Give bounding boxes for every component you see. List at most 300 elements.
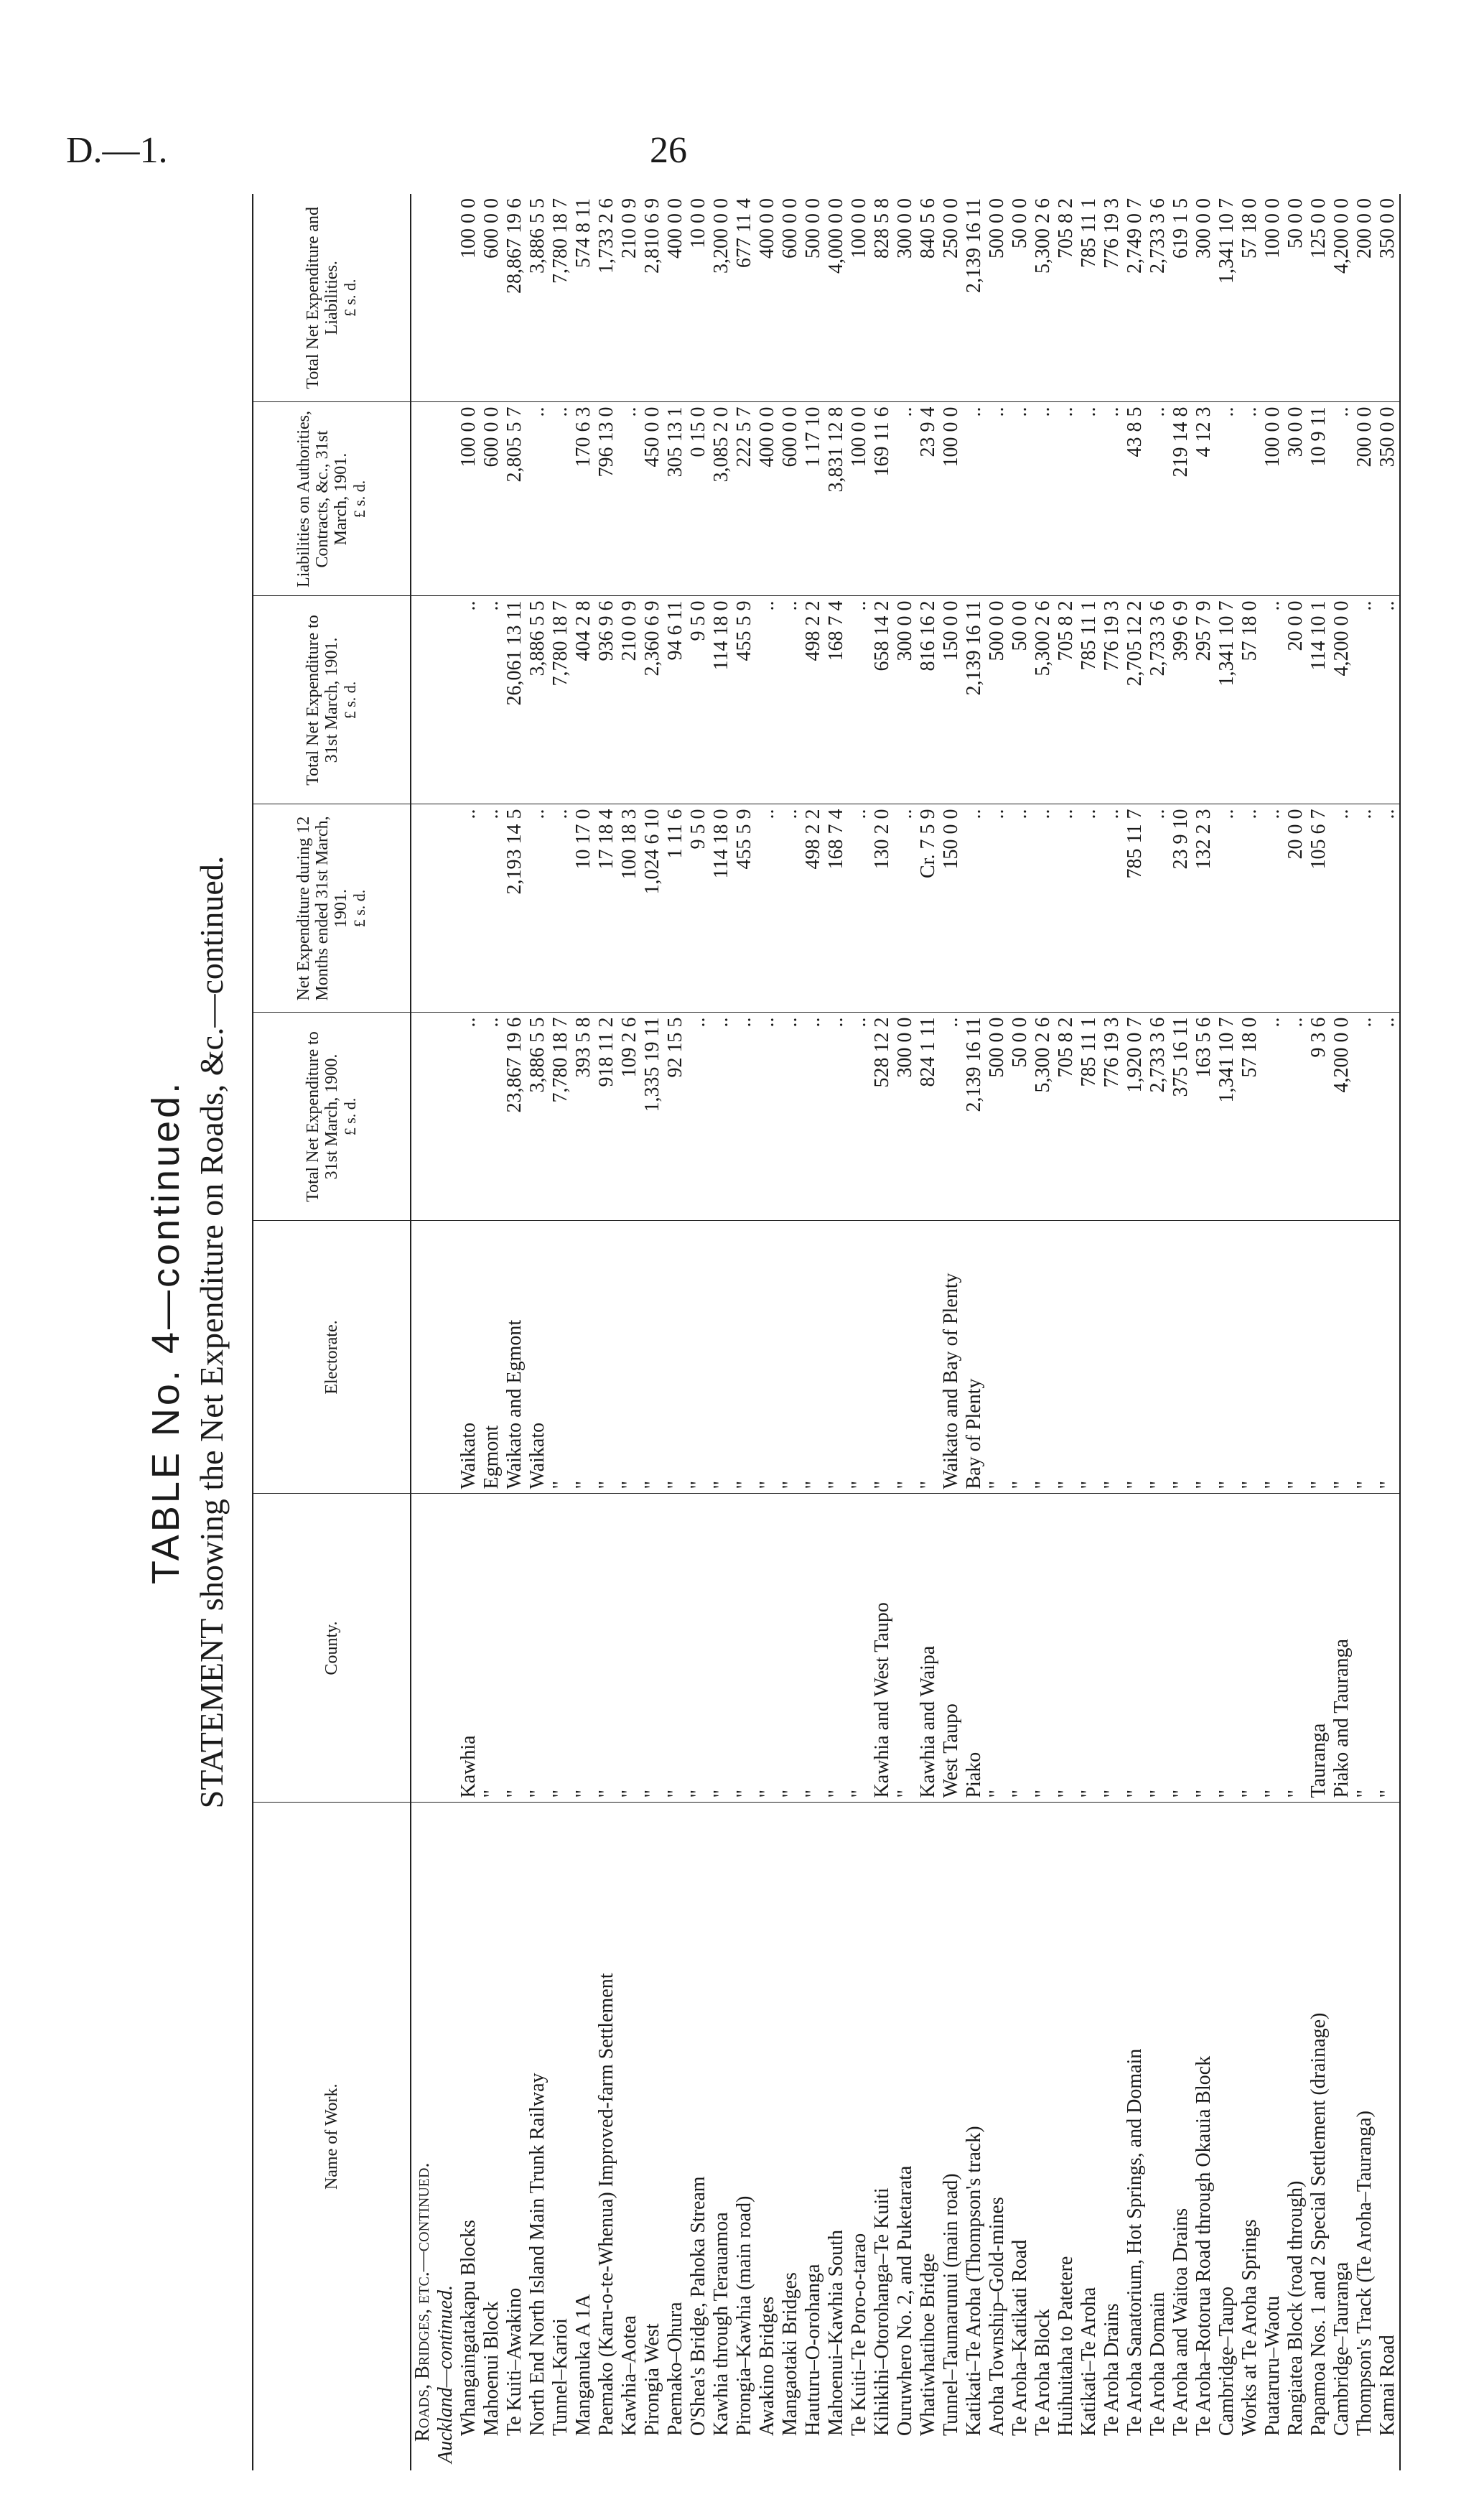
table-row: [595, 194, 618, 2470]
liabilities-cell: ..: [526, 402, 549, 596]
expenditure-12-months-cell: ..: [526, 804, 549, 1013]
total-expenditure-liabilities-cell: 10 0 0: [687, 194, 710, 402]
liabilities-cell: 100 0 0: [848, 402, 871, 596]
section-title: Roads, Bridges, etc.—continued.: [411, 2162, 434, 2442]
work-name-cell: Kihikihi–Otorohanga–Te Kuiti: [871, 2187, 893, 2436]
liabilities-cell: 30 0 0: [1284, 402, 1307, 596]
expenditure-1901-cell: 1,341 10 7: [1215, 596, 1238, 804]
total-expenditure-liabilities-cell: 4,200 0 0: [1330, 194, 1353, 402]
electorate-cell: ": [1330, 1221, 1353, 1494]
liabilities-cell: 400 0 0: [756, 402, 779, 596]
expenditure-1901-cell: 498 2 2: [802, 596, 825, 804]
table-row: [894, 194, 917, 2470]
col-liabilities: Liabilities on Authorities, Contracts, &c., 31st March, 1901. £ s. d.: [253, 402, 411, 596]
liabilities-cell: 43 8 5: [1124, 402, 1147, 596]
expenditure-1900-cell: 9 3 6: [1307, 1013, 1330, 1221]
expenditure-1901-cell: 936 9 6: [595, 596, 618, 804]
table-row: [1238, 194, 1261, 2470]
electorate-cell: ": [1307, 1221, 1330, 1494]
county-cell: ": [664, 1494, 687, 1803]
expenditure-12-months-cell: ..: [480, 804, 503, 1013]
total-expenditure-liabilities-cell: 574 8 11: [572, 194, 595, 402]
work-name-cell: Kamai Road: [1376, 1803, 1400, 2470]
electorate-cell: Bay of Plenty: [963, 1221, 986, 1494]
expenditure-1900-cell: 5,300 2 6: [1032, 1013, 1055, 1221]
expenditure-1900-cell: ..: [756, 1013, 779, 1221]
expenditure-1900-cell: ..: [710, 1013, 733, 1221]
electorate-cell: ": [641, 1221, 664, 1494]
work-name-cell: Te Aroha Drains: [1101, 2303, 1123, 2436]
liabilities-cell: ..: [1238, 402, 1261, 596]
expenditure-1901-cell: 2,360 6 9: [641, 596, 664, 804]
work-name-cell: Katikati–Te Aroha: [1078, 2287, 1100, 2436]
work-name-cell: Papamoa Nos. 1 and 2 Special Settlement (drainage): [1307, 2012, 1330, 2436]
liabilities-cell: 3,085 2 0: [710, 402, 733, 596]
expenditure-1901-cell: 455 5 9: [733, 596, 756, 804]
electorate-cell: ": [871, 1221, 894, 1494]
liabilities-cell: ..: [1078, 402, 1101, 596]
electorate-cell: ": [917, 1221, 940, 1494]
expenditure-12-months-cell: 455 5 9: [733, 804, 756, 1013]
electorate-cell: ": [572, 1221, 595, 1494]
table-row: [526, 194, 549, 2470]
electorate-cell: ": [1009, 1221, 1032, 1494]
county-cell: ": [848, 1494, 871, 1803]
electorate-cell: ": [848, 1221, 871, 1494]
work-name-cell: Cambridge–Tauranga: [1330, 2261, 1353, 2436]
expenditure-12-months-cell: ..: [1238, 804, 1261, 1013]
electorate-cell: ": [756, 1221, 779, 1494]
expenditure-1900-cell: 50 0 0: [1009, 1013, 1032, 1221]
work-name-cell: Te Kuiti–Awakino: [503, 2287, 526, 2436]
total-expenditure-liabilities-cell: 619 1 5: [1170, 194, 1193, 402]
subsection-row: [434, 194, 457, 2470]
county-cell: ": [618, 1494, 641, 1803]
county-cell: ": [986, 1494, 1009, 1803]
expenditure-1901-cell: 114 10 1: [1307, 596, 1330, 804]
table-row: [1055, 194, 1078, 2470]
expenditure-12-months-cell: ..: [1032, 804, 1055, 1013]
expenditure-12-months-cell: 785 11 7: [1124, 804, 1147, 1013]
electorate-cell: ": [1238, 1221, 1261, 1494]
expenditure-12-months-cell: 9 5 0: [687, 804, 710, 1013]
expenditure-1901-cell: 2,139 16 11: [963, 596, 986, 804]
total-expenditure-liabilities-cell: 210 0 9: [618, 194, 641, 402]
electorate-cell: Waikato and Egmont: [503, 1221, 526, 1494]
expenditure-1900-cell: 776 19 3: [1101, 1013, 1124, 1221]
county-cell: ": [825, 1494, 848, 1803]
expenditure-12-months-cell: 130 2 0: [871, 804, 894, 1013]
col-county: County.: [253, 1494, 411, 1803]
expenditure-12-months-cell: ..: [1261, 804, 1284, 1013]
total-expenditure-liabilities-cell: 828 5 8: [871, 194, 894, 402]
expenditure-12-months-cell: ..: [549, 804, 572, 1013]
liabilities-cell: ..: [1101, 402, 1124, 596]
expenditure-12-months-cell: 498 2 2: [802, 804, 825, 1013]
county-cell: Kawhia and West Taupo: [871, 1494, 894, 1803]
table-row: [1170, 194, 1193, 2470]
electorate-cell: ": [733, 1221, 756, 1494]
expenditure-1900-cell: 300 0 0: [894, 1013, 917, 1221]
electorate-cell: ": [549, 1221, 572, 1494]
expenditure-12-months-cell: 1,024 6 10: [641, 804, 664, 1013]
county-cell: Piako and Tauranga: [1330, 1494, 1353, 1803]
expenditure-1900-cell: 92 15 5: [664, 1013, 687, 1221]
total-expenditure-liabilities-cell: 300 0 0: [894, 194, 917, 402]
table-row: [1124, 194, 1147, 2470]
total-expenditure-liabilities-cell: 600 0 0: [480, 194, 503, 402]
work-name-cell: Puataruru–Waotu: [1261, 2295, 1284, 2436]
work-name-cell: Pirongia West: [641, 2323, 663, 2436]
expenditure-1900-cell: ..: [687, 1013, 710, 1221]
electorate-cell: Egmont: [480, 1221, 503, 1494]
header-row: [253, 194, 411, 2470]
expenditure-1900-cell: 163 5 6: [1193, 1013, 1215, 1221]
total-expenditure-liabilities-cell: 785 11 1: [1078, 194, 1101, 402]
work-name-cell: Te Aroha Domain: [1147, 2292, 1169, 2436]
page-number: 26: [650, 130, 687, 171]
total-expenditure-liabilities-cell: 776 19 3: [1101, 194, 1124, 402]
liabilities-cell: 200 0 0: [1353, 402, 1376, 596]
total-expenditure-liabilities-cell: 2,749 0 7: [1124, 194, 1147, 402]
electorate-cell: ": [1078, 1221, 1101, 1494]
electorate-cell: ": [1353, 1221, 1376, 1494]
expenditure-1901-cell: 295 7 9: [1193, 596, 1215, 804]
liabilities-cell: 796 13 0: [595, 402, 618, 596]
document-code: D.—1.: [66, 130, 168, 171]
county-cell: ": [802, 1494, 825, 1803]
county-cell: ": [779, 1494, 802, 1803]
expenditure-12-months-cell: ..: [1330, 804, 1353, 1013]
expenditure-1900-cell: 393 5 8: [572, 1013, 595, 1221]
electorate-cell: ": [825, 1221, 848, 1494]
work-name-cell: Te Aroha–Katikati Road: [1009, 2239, 1031, 2436]
currency-label: £ s. d.: [350, 889, 368, 928]
total-expenditure-liabilities-cell: 350 0 0: [1376, 194, 1400, 402]
liabilities-cell: 222 5 7: [733, 402, 756, 596]
expenditure-1900-cell: 918 11 2: [595, 1013, 618, 1221]
expenditure-1901-cell: 94 6 11: [664, 596, 687, 804]
county-cell: ": [1078, 1494, 1101, 1803]
liabilities-cell: 100 0 0: [940, 402, 963, 596]
electorate-cell: ": [1032, 1221, 1055, 1494]
county-cell: ": [733, 1494, 756, 1803]
work-name-cell: Mahoenui Block: [480, 2301, 503, 2436]
table-row: [1307, 194, 1330, 2470]
expenditure-1900-cell: 2,733 3 6: [1147, 1013, 1170, 1221]
table-row: [848, 194, 871, 2470]
expenditure-1900-cell: 705 8 2: [1055, 1013, 1078, 1221]
total-expenditure-liabilities-cell: 28,867 19 6: [503, 194, 526, 402]
table-row: [986, 194, 1009, 2470]
table-title: TABLE No. 4—continued.: [144, 1079, 187, 1585]
work-name-cell: Te Aroha Block: [1032, 2309, 1054, 2436]
expenditure-1901-cell: 57 18 0: [1238, 596, 1261, 804]
liabilities-cell: 219 14 8: [1170, 402, 1193, 596]
liabilities-cell: 350 0 0: [1376, 402, 1400, 596]
expenditure-1901-cell: 114 18 0: [710, 596, 733, 804]
table-row: [710, 194, 733, 2470]
table-row: [871, 194, 894, 2470]
expenditure-1900-cell: ..: [1353, 1013, 1376, 1221]
expenditure-1901-cell: 3,886 5 5: [526, 596, 549, 804]
county-cell: ": [641, 1494, 664, 1803]
expenditure-12-months-cell: 100 18 3: [618, 804, 641, 1013]
expenditure-1900-cell: ..: [848, 1013, 871, 1221]
total-expenditure-liabilities-cell: 500 0 0: [802, 194, 825, 402]
table-row: [1215, 194, 1238, 2470]
liabilities-cell: ..: [1330, 402, 1353, 596]
expenditure-12-months-cell: 23 9 10: [1170, 804, 1193, 1013]
county-cell: ": [526, 1494, 549, 1803]
expenditure-1900-cell: ..: [1284, 1013, 1307, 1221]
expenditure-12-months-cell: ..: [1376, 804, 1400, 1013]
total-expenditure-liabilities-cell: 200 0 0: [1353, 194, 1376, 402]
liabilities-cell: 1 17 10: [802, 402, 825, 596]
expenditure-1901-cell: 9 5 0: [687, 596, 710, 804]
expenditure-12-months-cell: ..: [779, 804, 802, 1013]
col-name-of-work: Name of Work.: [253, 1803, 411, 2470]
county-cell: ": [572, 1494, 595, 1803]
county-cell: Piako: [963, 1494, 986, 1803]
col-total-1900: Total Net Expenditure to 31st March, 1900. £ s. d.: [253, 1013, 411, 1221]
table-row: [963, 194, 986, 2470]
electorate-cell: Waikato: [457, 1221, 480, 1494]
work-name-cell: Mangaotaki Bridges: [779, 2272, 801, 2436]
work-name-cell: Paemako (Karu-o-te-Whenua) Improved-farm Settlement: [595, 1973, 617, 2436]
county-cell: ": [480, 1494, 503, 1803]
currency-label: £ s. d.: [341, 279, 359, 317]
liabilities-cell: 0 15 0: [687, 402, 710, 596]
total-expenditure-liabilities-cell: 2,810 6 9: [641, 194, 664, 402]
expenditure-1901-cell: 2,705 12 2: [1124, 596, 1147, 804]
expenditure-1901-cell: 2,733 3 6: [1147, 596, 1170, 804]
table-row: [1353, 194, 1376, 2470]
total-expenditure-liabilities-cell: 3,886 5 5: [526, 194, 549, 402]
total-expenditure-liabilities-cell: 50 0 0: [1009, 194, 1032, 402]
expenditure-1901-cell: 50 0 0: [1009, 596, 1032, 804]
expenditure-1901-cell: ..: [756, 596, 779, 804]
electorate-cell: Waikato and Bay of Plenty: [940, 1221, 963, 1494]
work-name-cell: Paemako–Ohura: [664, 2302, 686, 2436]
work-name-cell: Whangaingatakapu Blocks: [457, 2220, 480, 2436]
table-row: [457, 194, 480, 2470]
liabilities-cell: ..: [549, 402, 572, 596]
work-name-cell: Tunnel–Karioi: [549, 2318, 571, 2436]
table-row: [1078, 194, 1101, 2470]
total-expenditure-liabilities-cell: 250 0 0: [940, 194, 963, 402]
expenditure-1900-cell: 500 0 0: [986, 1013, 1009, 1221]
expenditure-1901-cell: 26,061 13 11: [503, 596, 526, 804]
electorate-cell: ": [1124, 1221, 1147, 1494]
work-name-cell: Huihuitaha to Patetere: [1055, 2256, 1077, 2436]
table-row: [940, 194, 963, 2470]
total-expenditure-liabilities-cell: 400 0 0: [756, 194, 779, 402]
table-row: [1147, 194, 1170, 2470]
table-row: [802, 194, 825, 2470]
liabilities-cell: 10 9 11: [1307, 402, 1330, 596]
expenditure-1901-cell: ..: [848, 596, 871, 804]
liabilities-cell: 4 12 3: [1193, 402, 1215, 596]
electorate-cell: ": [1101, 1221, 1124, 1494]
liabilities-cell: ..: [1055, 402, 1078, 596]
electorate-cell: ": [687, 1221, 710, 1494]
county-cell: ": [1124, 1494, 1147, 1803]
expenditure-12-months-cell: Cr. 7 5 9: [917, 804, 940, 1013]
total-expenditure-liabilities-cell: 400 0 0: [664, 194, 687, 402]
table-row: [733, 194, 756, 2470]
total-expenditure-liabilities-cell: 4,000 0 0: [825, 194, 848, 402]
expenditure-1901-cell: ..: [779, 596, 802, 804]
county-cell: ": [1170, 1494, 1193, 1803]
electorate-cell: ": [1284, 1221, 1307, 1494]
county-cell: ": [549, 1494, 572, 1803]
section-row: [411, 194, 434, 2470]
work-name-cell: Whatiwhatihoe Bridge: [917, 2253, 939, 2436]
liabilities-cell: 600 0 0: [779, 402, 802, 596]
work-name-cell: Te Aroha and Waitoa Drains: [1170, 2208, 1192, 2436]
expenditure-12-months-cell: ..: [963, 804, 986, 1013]
expenditure-1901-cell: 20 0 0: [1284, 596, 1307, 804]
expenditure-12-months-cell: 17 18 4: [595, 804, 618, 1013]
electorate-cell: ": [1193, 1221, 1215, 1494]
total-expenditure-liabilities-cell: 7,780 18 7: [549, 194, 572, 402]
expenditure-1901-cell: 210 0 9: [618, 596, 641, 804]
work-name-cell: Kawhia–Aotea: [618, 2315, 640, 2436]
expenditure-1901-cell: 705 8 2: [1055, 596, 1078, 804]
total-expenditure-liabilities-cell: 300 0 0: [1193, 194, 1215, 402]
total-expenditure-liabilities-cell: 1,733 2 6: [595, 194, 618, 402]
electorate-cell: ": [1261, 1221, 1284, 1494]
expenditure-1900-cell: 3,886 5 5: [526, 1013, 549, 1221]
liabilities-cell: 23 9 4: [917, 402, 940, 596]
county-cell: West Taupo: [940, 1494, 963, 1803]
work-name-cell: Mahoenui–Kawhia South: [825, 2230, 847, 2436]
county-cell: ": [1147, 1494, 1170, 1803]
expenditure-12-months-cell: 114 18 0: [710, 804, 733, 1013]
expenditure-12-months-cell: 10 17 0: [572, 804, 595, 1013]
expenditure-12-months-cell: ..: [848, 804, 871, 1013]
expenditure-1900-cell: 785 11 1: [1078, 1013, 1101, 1221]
expenditure-1901-cell: ..: [1353, 596, 1376, 804]
expenditure-1901-cell: ..: [1376, 596, 1400, 804]
expenditure-1901-cell: 404 2 8: [572, 596, 595, 804]
table-row: [480, 194, 503, 2470]
expenditure-1901-cell: 776 19 3: [1101, 596, 1124, 804]
table-row: [549, 194, 572, 2470]
county-cell: ": [1238, 1494, 1261, 1803]
county-cell: ": [756, 1494, 779, 1803]
table-row: [572, 194, 595, 2470]
rotated-table-page: [144, 194, 1400, 2470]
total-expenditure-liabilities-cell: 600 0 0: [779, 194, 802, 402]
total-expenditure-liabilities-cell: 100 0 0: [457, 194, 480, 402]
currency-label: £ s. d.: [350, 480, 368, 518]
table-row: [1376, 194, 1400, 2470]
county-cell: ": [1032, 1494, 1055, 1803]
table-row: [1009, 194, 1032, 2470]
liabilities-cell: 600 0 0: [480, 402, 503, 596]
county-cell: ": [1009, 1494, 1032, 1803]
liabilities-cell: 170 6 3: [572, 402, 595, 596]
expenditure-12-months-cell: ..: [1078, 804, 1101, 1013]
county-cell: ": [1055, 1494, 1078, 1803]
work-name-cell: Katikati–Te Aroha (Thompson's track): [963, 2126, 985, 2436]
county-cell: ": [1193, 1494, 1215, 1803]
total-expenditure-liabilities-cell: 840 5 6: [917, 194, 940, 402]
work-name-cell: Tunnel–Taumarunui (main road): [940, 2173, 962, 2436]
table-row: [1284, 194, 1307, 2470]
total-expenditure-liabilities-cell: 1,341 10 7: [1215, 194, 1238, 402]
liabilities-cell: 2,805 5 7: [503, 402, 526, 596]
expenditure-12-months-cell: ..: [457, 804, 480, 1013]
currency-label: £ s. d.: [341, 1097, 359, 1136]
liabilities-cell: ..: [618, 402, 641, 596]
expenditure-12-months-cell: ..: [1147, 804, 1170, 1013]
liabilities-cell: 169 11 6: [871, 402, 894, 596]
expenditure-12-months-cell: 105 6 7: [1307, 804, 1330, 1013]
work-name-cell: Pirongia–Kawhia (main road): [733, 2195, 755, 2436]
expenditure-1900-cell: ..: [940, 1013, 963, 1221]
liabilities-cell: 100 0 0: [1261, 402, 1284, 596]
expenditure-12-months-cell: ..: [1055, 804, 1078, 1013]
liabilities-cell: ..: [1009, 402, 1032, 596]
expenditure-12-months-cell: ..: [756, 804, 779, 1013]
expenditure-1901-cell: 5,300 2 6: [1032, 596, 1055, 804]
electorate-cell: Waikato: [526, 1221, 549, 1494]
county-cell: ": [1261, 1494, 1284, 1803]
liabilities-cell: ..: [894, 402, 917, 596]
expenditure-12-months-cell: ..: [1215, 804, 1238, 1013]
expenditure-12-months-cell: ..: [1101, 804, 1124, 1013]
section-subtitle: Auckland—continued.: [434, 2284, 457, 2463]
expenditure-12-months-cell: 168 7 4: [825, 804, 848, 1013]
expenditure-1901-cell: 168 7 4: [825, 596, 848, 804]
expenditure-1900-cell: 824 1 11: [917, 1013, 940, 1221]
expenditure-1900-cell: ..: [1376, 1013, 1400, 1221]
expenditure-1900-cell: 375 16 11: [1170, 1013, 1193, 1221]
work-name-cell: Manganuka A 1A: [572, 2294, 594, 2436]
expenditure-1900-cell: ..: [825, 1013, 848, 1221]
total-expenditure-liabilities-cell: 705 8 2: [1055, 194, 1078, 402]
expenditure-1900-cell: 2,139 16 11: [963, 1013, 986, 1221]
expenditure-1900-cell: 528 12 2: [871, 1013, 894, 1221]
work-name-cell: Kawhia through Terauamoa: [710, 2212, 732, 2436]
expenditure-12-months-cell: ..: [986, 804, 1009, 1013]
table-row: [1101, 194, 1124, 2470]
expenditure-1901-cell: 500 0 0: [986, 596, 1009, 804]
expenditure-1900-cell: 23,867 19 6: [503, 1013, 526, 1221]
table-row: [503, 194, 526, 2470]
total-expenditure-liabilities-cell: 2,733 3 6: [1147, 194, 1170, 402]
col-total-1901: Total Net Expenditure to 31st March, 1901. £ s. d.: [253, 596, 411, 804]
electorate-cell: ": [595, 1221, 618, 1494]
electorate-cell: ": [1170, 1221, 1193, 1494]
electorate-cell: ": [986, 1221, 1009, 1494]
expenditure-12-months-cell: 150 0 0: [940, 804, 963, 1013]
expenditure-1901-cell: 4,200 0 0: [1330, 596, 1353, 804]
work-name-cell: O'Shea's Bridge, Pahoka Stream: [687, 2176, 709, 2436]
col-electorate: Electorate.: [253, 1221, 411, 1494]
total-expenditure-liabilities-cell: 500 0 0: [986, 194, 1009, 402]
expenditure-12-months-cell: 2,193 14 5: [503, 804, 526, 1013]
expenditure-1900-cell: 7,780 18 7: [549, 1013, 572, 1221]
expenditure-1900-cell: 1,920 0 7: [1124, 1013, 1147, 1221]
county-cell: ": [894, 1494, 917, 1803]
currency-label: £ s. d.: [341, 681, 359, 720]
liabilities-cell: ..: [963, 402, 986, 596]
county-cell: ": [687, 1494, 710, 1803]
